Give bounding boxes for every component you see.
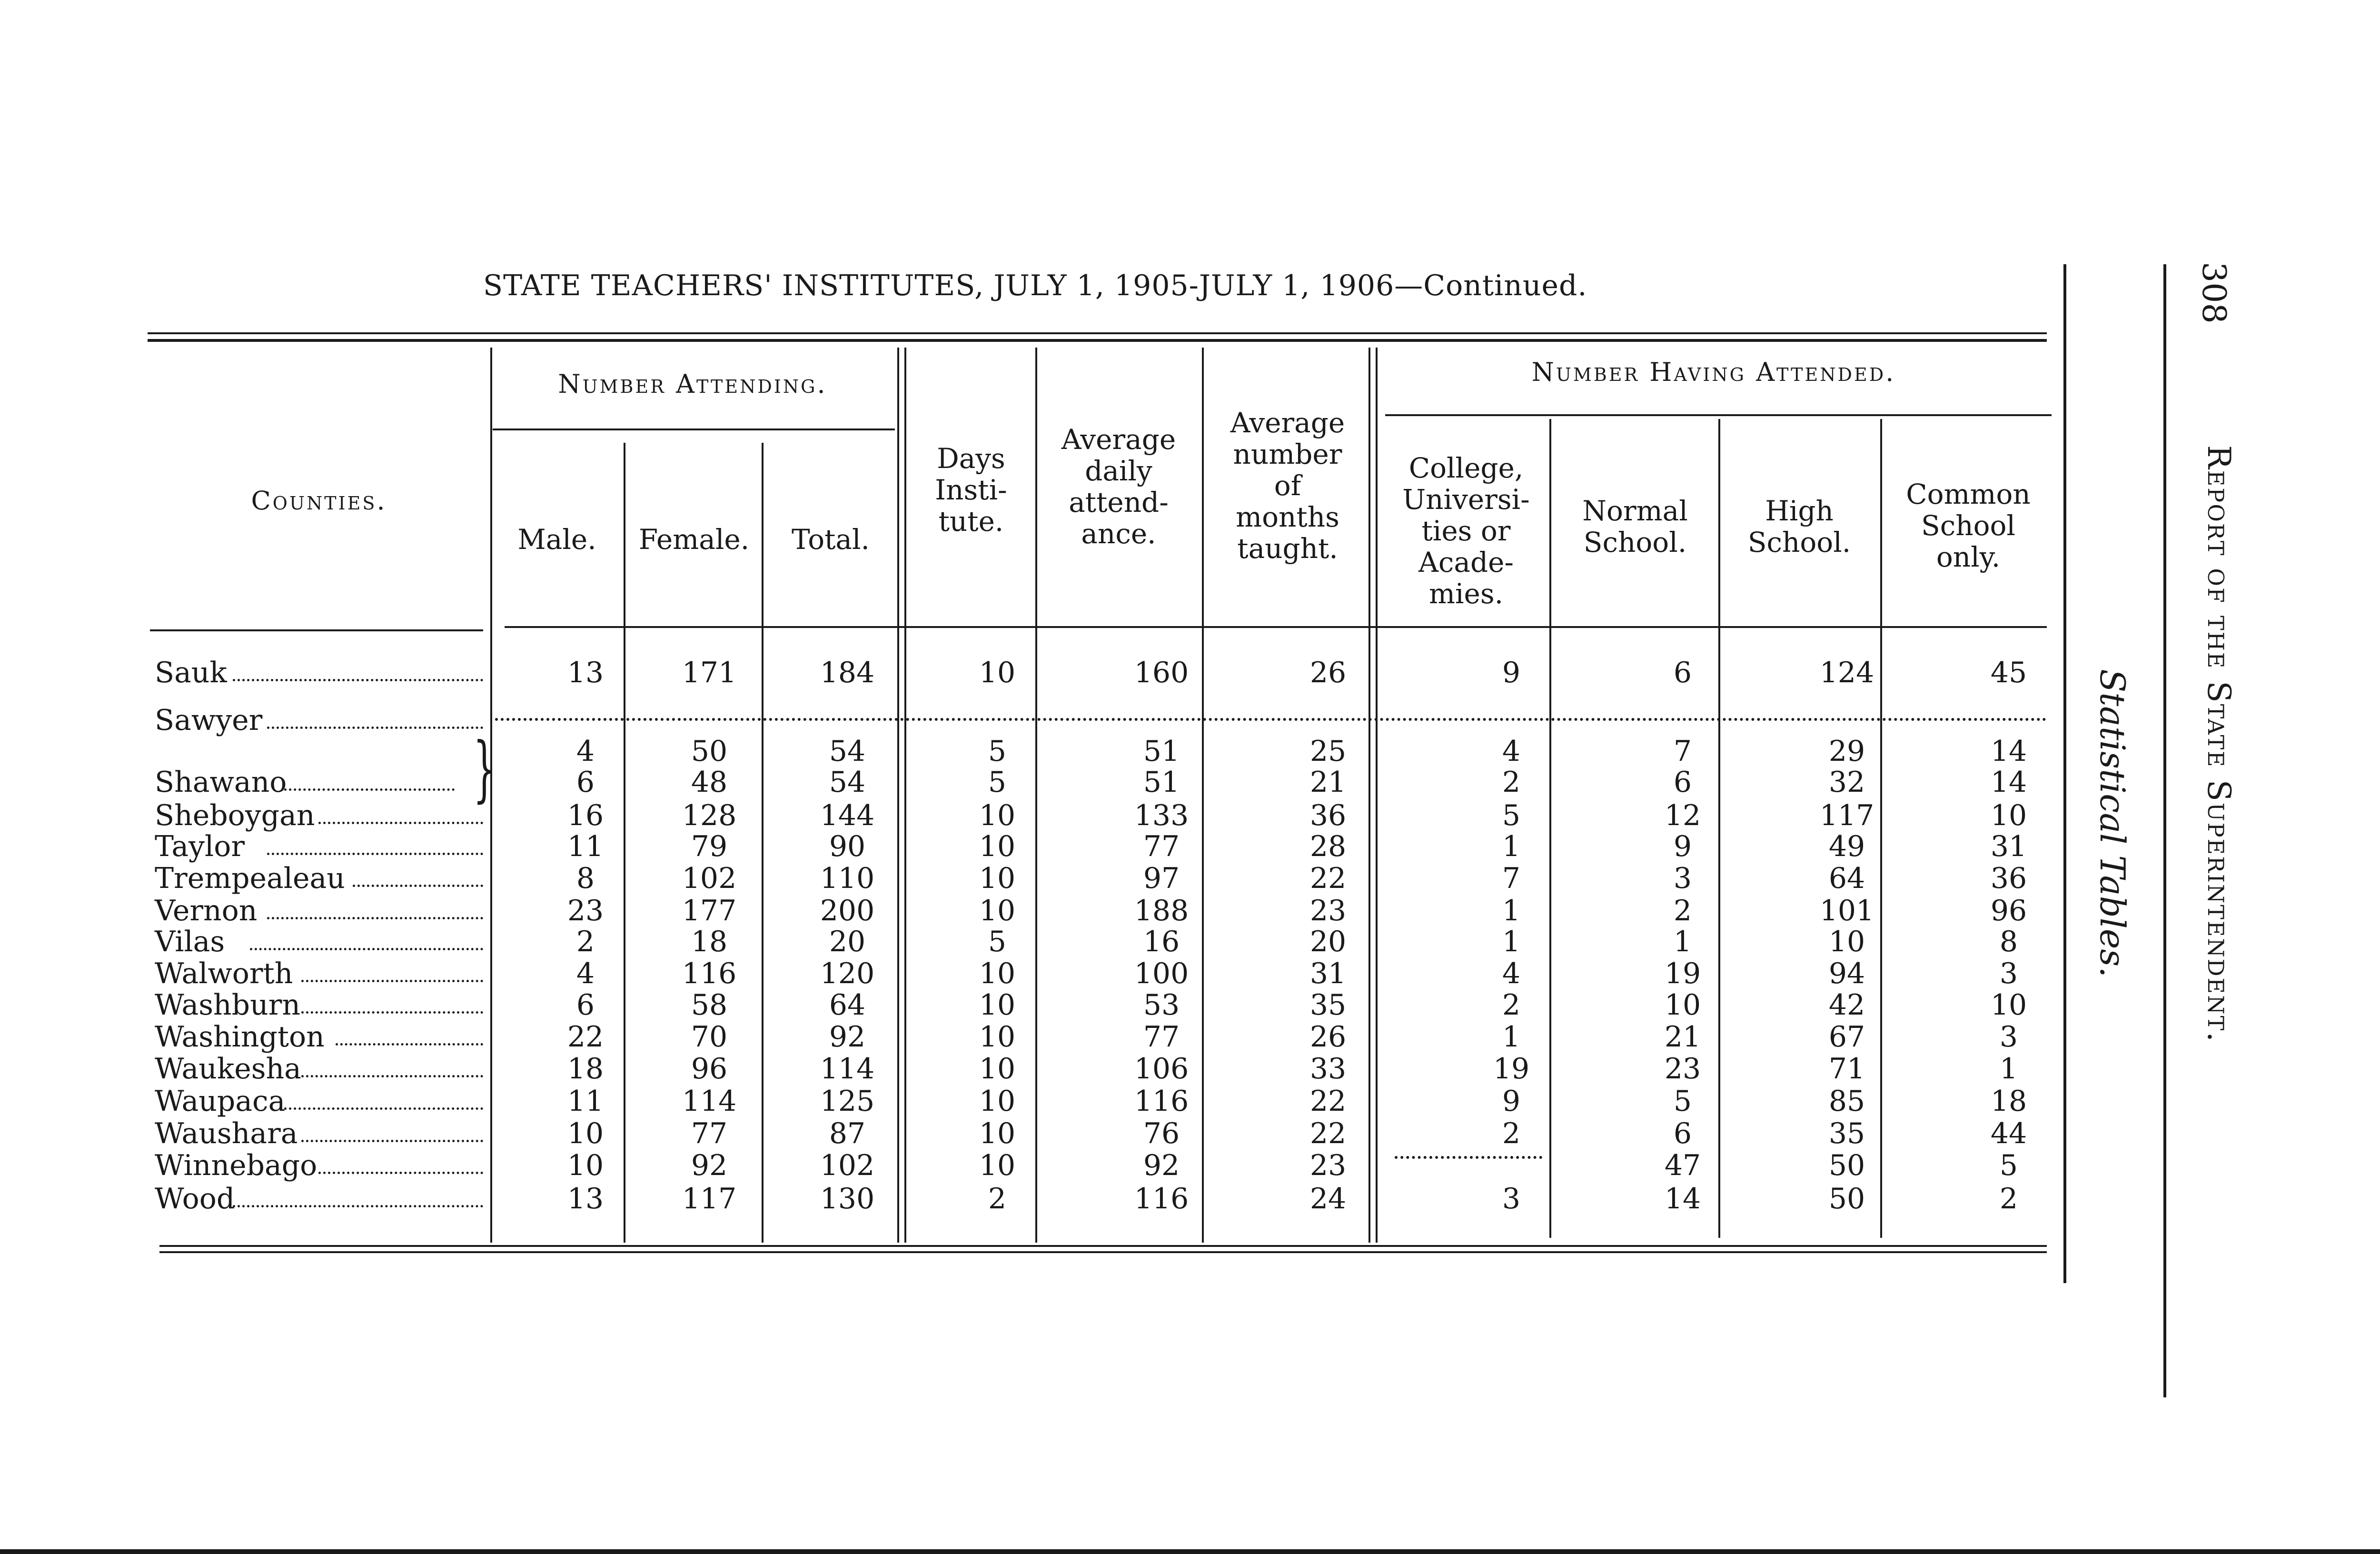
table-cell: 101 [1819, 894, 1874, 927]
page-number: 308 [2195, 262, 2232, 324]
table-cell: 10 [567, 1149, 604, 1182]
col-sep-college [1549, 419, 1551, 1238]
table-cell: 188 [1134, 894, 1189, 927]
table-cell: 116 [1134, 1182, 1189, 1215]
table-cell: 90 [829, 830, 866, 863]
table-cell: 94 [1828, 957, 1865, 990]
table-cell: 77 [1143, 830, 1180, 863]
table-cell: 184 [820, 656, 875, 689]
table-cell: 87 [829, 1117, 866, 1150]
table-cell: 5 [1502, 799, 1521, 832]
table-cell: 6 [576, 988, 595, 1022]
table-cell: 2 [1502, 988, 1521, 1022]
table-cell: 5 [988, 766, 1007, 799]
county-name: Waushara [155, 1117, 298, 1150]
table-cell: 24 [1309, 1182, 1347, 1215]
table-cell: 50 [1828, 1149, 1865, 1182]
table-cell: 116 [1134, 1085, 1189, 1118]
table-cell: 8 [576, 862, 595, 895]
table-cell: 110 [820, 862, 875, 895]
table-cell: 117 [682, 1182, 737, 1215]
dot-leader [233, 1205, 483, 1207]
table-cell: 10 [979, 1117, 1016, 1150]
table-cell: 31 [1990, 830, 2027, 863]
table-cell: 85 [1828, 1085, 1865, 1118]
table-cell: 67 [1828, 1020, 1865, 1054]
table-cell: 9 [1673, 830, 1692, 863]
header-total: Total. [792, 523, 870, 556]
dot-leader [301, 1075, 483, 1077]
table-cell: 53 [1143, 988, 1180, 1022]
dot-leader [267, 917, 483, 919]
col-sep-total-a [897, 348, 899, 1243]
header-average-daily-attendance: Average daily attend- ance. [1061, 423, 1176, 550]
table-cell: 96 [691, 1052, 728, 1086]
table-cell: 120 [820, 957, 875, 990]
table-cell: 114 [820, 1052, 875, 1086]
table-cell: 9 [1502, 656, 1521, 689]
table-cell: 10 [979, 957, 1016, 990]
table-cell: 96 [1990, 894, 2027, 927]
table-cell: 35 [1828, 1117, 1865, 1150]
table-cell: 23 [1309, 1149, 1347, 1182]
county-name: Sheboygan [155, 799, 315, 832]
table-cell: 10 [979, 1149, 1016, 1182]
table-cell: 54 [829, 735, 866, 768]
table-cell: 19 [1493, 1052, 1530, 1086]
table-cell: 36 [1990, 862, 2027, 895]
table-cell: 10 [567, 1117, 604, 1150]
header-days-institute: Days Insti- tute. [935, 442, 1007, 538]
col-sep-months-b [1376, 348, 1378, 1243]
table-title: STATE TEACHERS' INSTITUTES, JULY 1, 1905-JULY 1, 1906—Continued. [483, 269, 1587, 302]
scan-edge [0, 1549, 2380, 1554]
table-cell: 22 [567, 1020, 604, 1054]
bottom-rule-thick [159, 1245, 2047, 1247]
table-cell: 14 [1990, 735, 2027, 768]
table-cell: 10 [1828, 925, 1865, 958]
table-cell: 20 [829, 925, 866, 958]
table-cell: 2 [1502, 1117, 1521, 1150]
table-cell: 42 [1828, 988, 1865, 1022]
table-cell: 21 [1664, 1020, 1701, 1054]
county-name: Vilas [155, 925, 225, 958]
table-cell: 32 [1828, 766, 1865, 799]
table-cell: 5 [988, 735, 1007, 768]
table-cell: 133 [1134, 799, 1189, 832]
table-cell: 23 [1309, 894, 1347, 927]
table-cell: 77 [1143, 1020, 1180, 1054]
table-cell: 58 [691, 988, 728, 1022]
table-cell: 144 [820, 799, 875, 832]
table-cell: 1 [1502, 894, 1521, 927]
table-cell: 18 [691, 925, 728, 958]
table-cell: 22 [1309, 1117, 1347, 1150]
table-cell: 49 [1828, 830, 1865, 863]
table-cell: 102 [820, 1149, 875, 1182]
table-cell: 26 [1309, 656, 1347, 689]
table-cell: 177 [682, 894, 737, 927]
frame-right-rule [2063, 264, 2066, 1283]
dot-leader [284, 788, 455, 791]
table-cell: 51 [1143, 766, 1180, 799]
table-cell: 2 [1673, 894, 1692, 927]
table-cell: 77 [691, 1117, 728, 1150]
table-cell: 6 [1673, 656, 1692, 689]
dot-leader [336, 1043, 483, 1046]
col-sep-normal [1718, 419, 1720, 1238]
table-cell: 100 [1134, 957, 1189, 990]
table-cell: 4 [1502, 957, 1521, 990]
dot-leader [301, 1140, 483, 1142]
bottom-rule-thin [159, 1251, 2047, 1253]
table-cell: 125 [820, 1085, 875, 1118]
table-cell: 128 [682, 799, 737, 832]
winnebago-college-dots [1395, 1156, 1542, 1159]
col-sep-male [624, 443, 625, 1243]
table-cell: 26 [1309, 1020, 1347, 1054]
table-cell: 3 [1673, 862, 1692, 895]
group-header-number-having-attended: Number Having Attended. [1531, 357, 1896, 387]
table-cell: 130 [820, 1182, 875, 1215]
table-cell: 28 [1309, 830, 1347, 863]
table-cell: 106 [1134, 1052, 1189, 1086]
table-cell: 29 [1828, 735, 1865, 768]
header-counties: Counties. [251, 486, 387, 516]
header-common-school: Common School only. [1906, 478, 2031, 573]
dot-leader [301, 1011, 483, 1014]
table-cell: 12 [1664, 799, 1701, 832]
table-cell: 31 [1309, 957, 1347, 990]
county-name: Waupaca [155, 1085, 286, 1118]
table-cell: 10 [979, 1020, 1016, 1054]
table-cell: 124 [1819, 656, 1874, 689]
table-cell: 23 [1664, 1052, 1701, 1086]
table-cell: 1 [1673, 925, 1692, 958]
table-cell: 1 [1502, 1020, 1521, 1054]
county-name: Trempealeau [155, 862, 345, 895]
table-cell: 7 [1502, 862, 1521, 895]
top-rule-thick [148, 339, 2047, 342]
county-name: Shawano [155, 766, 287, 799]
sawyer-dotted-row [495, 718, 2047, 721]
table-cell: 10 [979, 1085, 1016, 1118]
table-cell: 3 [1999, 1020, 2018, 1054]
table-cell: 71 [1828, 1052, 1865, 1086]
table-cell: 14 [1664, 1182, 1701, 1215]
table-cell: 9 [1502, 1085, 1521, 1118]
header-rule-counties [150, 629, 483, 631]
table-cell: 21 [1309, 766, 1347, 799]
table-cell: 35 [1309, 988, 1347, 1022]
header-male: Male. [517, 523, 596, 556]
table-cell: 19 [1664, 957, 1701, 990]
county-name: Winnebago [155, 1149, 317, 1182]
table-cell: 76 [1143, 1117, 1180, 1150]
table-cell: 13 [567, 656, 604, 689]
table-cell: 64 [1828, 862, 1865, 895]
table-cell: 6 [1673, 766, 1692, 799]
table-cell: 8 [1999, 925, 2018, 958]
table-cell: 23 [567, 894, 604, 927]
table-cell: 4 [1502, 735, 1521, 768]
header-average-months-taught: Average number of months taught. [1230, 407, 1345, 565]
table-cell: 3 [1502, 1182, 1521, 1215]
table-cell: 36 [1309, 799, 1347, 832]
table-cell: 20 [1309, 925, 1347, 958]
table-cell: 47 [1664, 1149, 1701, 1182]
dot-leader [267, 853, 483, 855]
top-rule-thin [148, 332, 2047, 334]
header-normal-school: Normal School. [1582, 495, 1688, 558]
table-cell: 70 [691, 1020, 728, 1054]
table-cell: 18 [1990, 1085, 2027, 1118]
table-cell: 4 [576, 735, 595, 768]
county-name: Waukesha [155, 1052, 301, 1086]
table-cell: 64 [829, 988, 866, 1022]
table-cell: 5 [1999, 1149, 2018, 1182]
table-cell: 79 [691, 830, 728, 863]
table-cell: 13 [567, 1182, 604, 1215]
header-high-school: High School. [1747, 495, 1851, 558]
table-cell: 1 [1502, 830, 1521, 863]
dot-leader [301, 980, 483, 982]
header-rule-data [505, 626, 2047, 628]
table-cell: 10 [1990, 988, 2027, 1022]
col-sep-total-b [904, 348, 906, 1243]
table-cell: 51 [1143, 735, 1180, 768]
table-cell: 4 [576, 957, 595, 990]
table-cell: 116 [682, 957, 737, 990]
table-cell: 6 [1673, 1117, 1692, 1150]
table-cell: 102 [682, 862, 737, 895]
table-cell: 18 [567, 1052, 604, 1086]
table-cell: 2 [1502, 766, 1521, 799]
table-cell: 33 [1309, 1052, 1347, 1086]
rule-number-attending [493, 428, 895, 430]
table-cell: 7 [1673, 735, 1692, 768]
table-cell: 11 [567, 1085, 604, 1118]
section-title: Statistical Tables. [2092, 669, 2132, 978]
dot-leader [284, 1107, 483, 1110]
running-head: Report of the State Superintendent. [2201, 445, 2237, 1044]
table-cell: 92 [829, 1020, 866, 1054]
table-cell: 2 [988, 1182, 1007, 1215]
table-cell: 6 [576, 766, 595, 799]
section-rule [2163, 264, 2166, 1397]
table-cell: 92 [1143, 1149, 1180, 1182]
table-cell: 45 [1990, 656, 2027, 689]
table-cell: 10 [1664, 988, 1701, 1022]
rule-number-having-attended [1385, 414, 2052, 416]
col-sep-female [762, 443, 764, 1243]
table-cell: 11 [567, 830, 604, 863]
table-cell: 2 [1999, 1182, 2018, 1215]
table-cell: 3 [1999, 957, 2018, 990]
col-sep-high [1880, 419, 1882, 1238]
shawano-brace: } [473, 727, 496, 810]
table-cell: 1 [1999, 1052, 2018, 1086]
county-name: Wood [155, 1182, 235, 1215]
table-cell: 10 [979, 862, 1016, 895]
county-name: Washburn [155, 988, 301, 1022]
table-cell: 5 [988, 925, 1007, 958]
dot-leader [250, 948, 483, 950]
table-cell: 22 [1309, 862, 1347, 895]
dot-leader [318, 1172, 483, 1174]
header-college: College, Universi- ties or Acade- mies. [1402, 452, 1530, 610]
table-cell: 10 [979, 894, 1016, 927]
county-name: Washington [155, 1020, 325, 1054]
county-name: Vernon [155, 894, 258, 927]
table-cell: 14 [1990, 766, 2027, 799]
county-name: Walworth [155, 957, 293, 990]
table-cell: 25 [1309, 735, 1347, 768]
dot-leader [318, 822, 483, 824]
header-female: Female. [638, 523, 750, 556]
table-cell: 10 [979, 656, 1016, 689]
table-cell: 1 [1502, 925, 1521, 958]
table-cell: 50 [1828, 1182, 1865, 1215]
table-cell: 16 [1143, 925, 1180, 958]
col-sep-avg-daily [1202, 348, 1204, 1243]
table-cell: 5 [1673, 1085, 1692, 1118]
table-cell: 10 [979, 830, 1016, 863]
table-cell: 54 [829, 766, 866, 799]
table-cell: 2 [576, 925, 595, 958]
table-cell: 92 [691, 1149, 728, 1182]
table-cell: 97 [1143, 862, 1180, 895]
table-cell: 10 [979, 1052, 1016, 1086]
table-cell: 171 [682, 656, 737, 689]
table-cell: 22 [1309, 1085, 1347, 1118]
table-cell: 48 [691, 766, 728, 799]
dot-leader [353, 885, 483, 887]
table-cell: 44 [1990, 1117, 2027, 1150]
table-cell: 160 [1134, 656, 1189, 689]
table-cell: 10 [1990, 799, 2027, 832]
county-name: Sauk [155, 656, 227, 689]
dot-leader [233, 679, 483, 681]
county-name: Sawyer [155, 704, 263, 737]
table-cell: 50 [691, 735, 728, 768]
table-cell: 117 [1819, 799, 1874, 832]
table-cell: 114 [682, 1085, 737, 1118]
col-sep-months-a [1368, 348, 1370, 1243]
table-cell: 10 [979, 799, 1016, 832]
county-name: Taylor [155, 830, 245, 863]
dot-leader [267, 727, 483, 729]
table-cell: 10 [979, 988, 1016, 1022]
group-header-number-attending: Number Attending. [558, 369, 827, 399]
table-cell: 200 [820, 894, 875, 927]
table-cell: 16 [567, 799, 604, 832]
col-sep-days [1035, 348, 1037, 1243]
